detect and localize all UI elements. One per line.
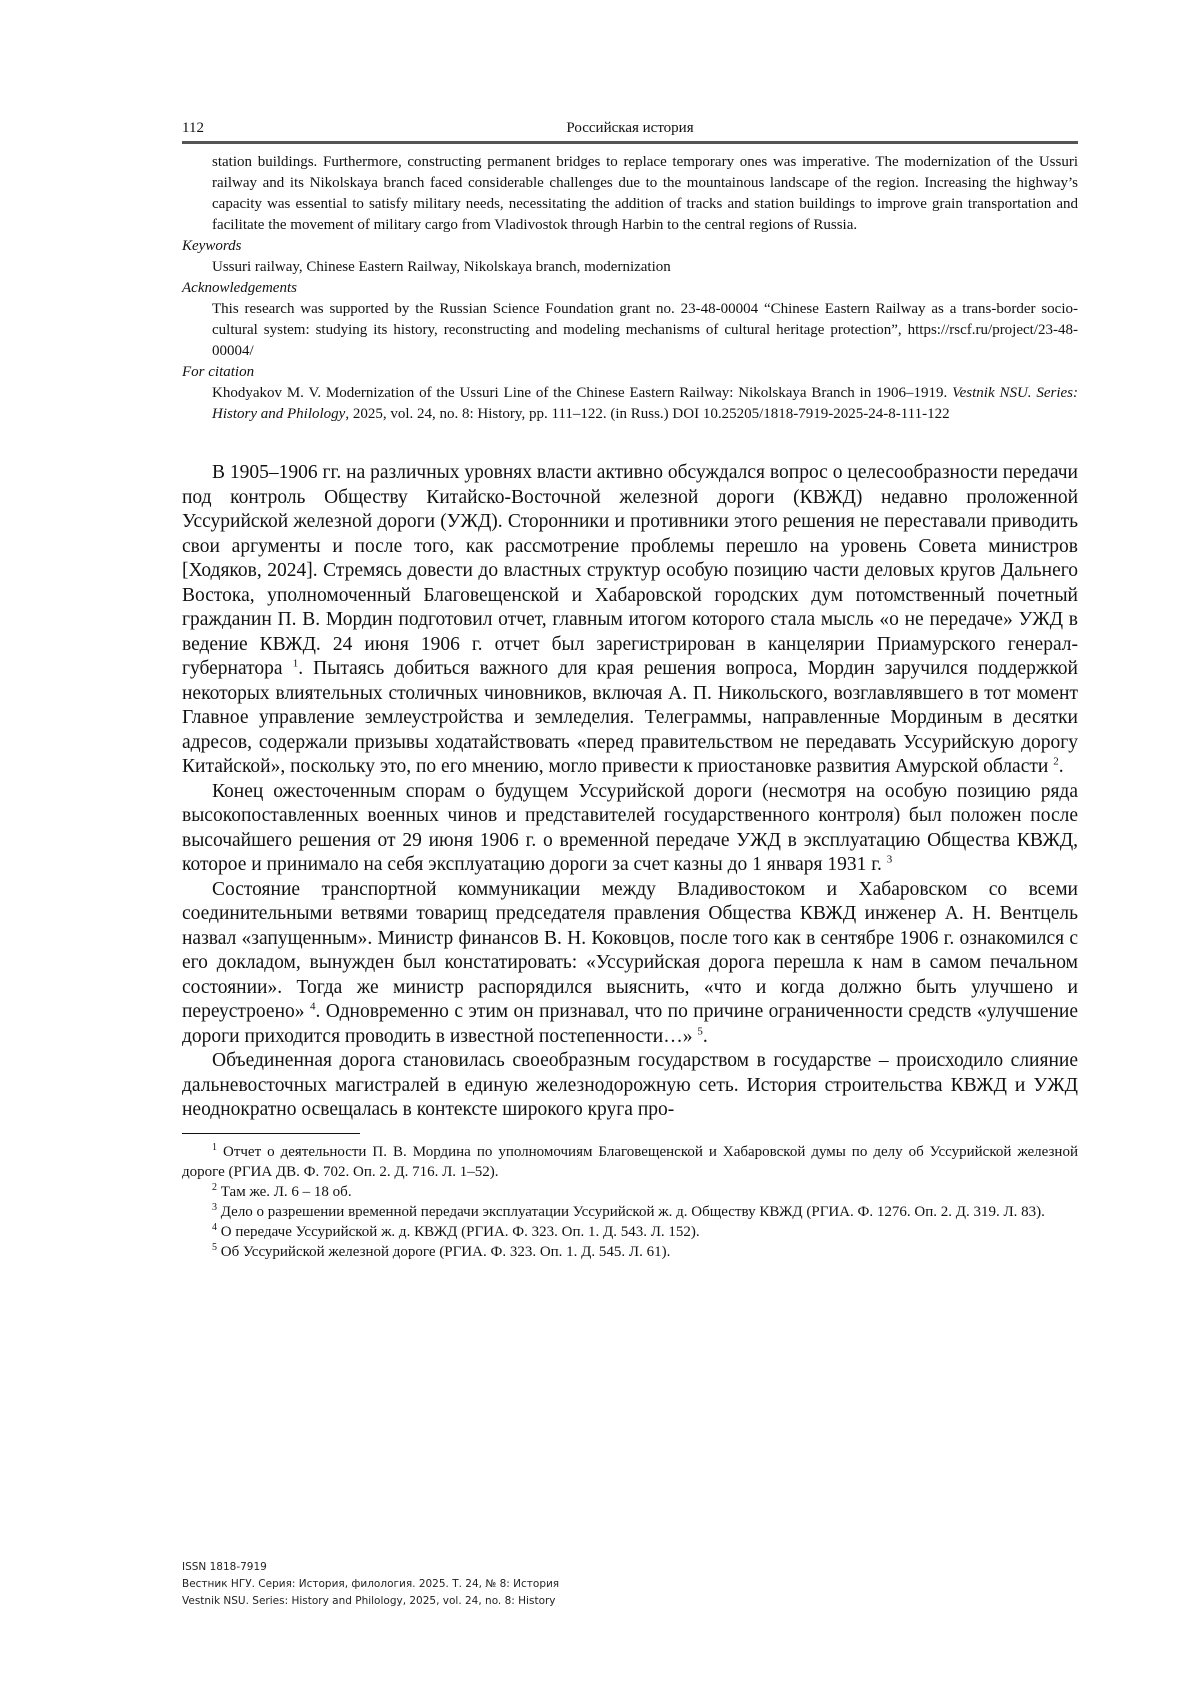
footnote-number: 1 — [212, 1142, 217, 1153]
footnote — [182, 1202, 1078, 1222]
footnote-ref-1: 1 — [293, 658, 299, 670]
footnote — [182, 1142, 1078, 1182]
article-body — [182, 461, 1078, 1123]
footnote-number: 3 — [212, 1202, 217, 1213]
citation-journal: Vestnik NSU. Series: History and Philology — [212, 385, 1078, 422]
footnote-text: Там же. Л. 6 – 18 об. — [221, 1184, 352, 1200]
journal-name-ru: Вестник НГУ. Серия: История, филология. 2025. Т. 24, № 8: История — [182, 1576, 559, 1593]
footnote — [182, 1222, 1078, 1242]
footnote-ref-4: 4 — [310, 1001, 316, 1013]
footnote-ref-3: 3 — [887, 854, 893, 866]
footnote-text: Дело о разрешении временной передачи эксплуатации Уссурийской ж. д. Обществу КВЖД (РГИА. Ф. 1276. Оп. 2. Д. 319. Л. 83). — [221, 1204, 1045, 1220]
journal-name-en: Vestnik NSU. Series: History and Philology, 2025, vol. 24, no. 8: History — [182, 1593, 559, 1610]
footnote-text: Об Уссурийской железной дороге (РГИА. Ф. 323. Оп. 1. Д. 545. Л. 61). — [221, 1244, 671, 1260]
issn: ISSN 1818-7919 — [182, 1559, 559, 1576]
footnote-ref-2: 2 — [1053, 756, 1059, 768]
paragraph-text: В 1905–1906 гг. на различных уровнях власти активно обсуждался вопрос о целесообразности передачи под контроль Обществу Китайско-Восточной железной дороги (КВЖД) недавно проложенной Уссурийской железной дороги (УЖД). Сторонники и противники этого решения не переставали приводить свои аргументы и после того, как рассмотрение проблемы перешло на уровень Совета министров [Ходяков, 2024]. Стремясь довести до властных структур особую позицию части деловых кругов Дальнего Востока, уполномоченный Благовещенской и Хабаровской городских дум потомственный почетный гражданин П. В. Мордин подготовил отчет, главным итогом которого стала мысль «о не передаче» УЖД в ведение КВЖД. 24 июня 1906 г. отчет был зарегистрирован в канцелярии Приамурского генерал-губернатора — [182, 462, 1078, 679]
running-title: Российская история — [566, 120, 693, 137]
footnotes — [182, 1142, 1078, 1262]
journal-colophon — [182, 1559, 559, 1610]
page-number: 112 — [182, 120, 204, 137]
citation-details: , 2025, vol. 24, no. 8: History, pp. 111–122. (in Russ.) — [345, 406, 668, 422]
footnote-separator — [182, 1133, 360, 1134]
body-paragraph-2 — [182, 780, 1078, 878]
page — [182, 120, 1078, 1262]
body-paragraph-4: Объединенная дорога становилась своеобразным государством в государстве – происходило слияние дальневосточных магистралей в единую железнодорожную сеть. История строительства КВЖД и УЖД неоднократно освещалась в контексте широкого круга про- — [182, 1049, 1078, 1123]
keywords-text: Ussuri railway, Chinese Eastern Railway, Nikolskaya branch, modernization — [182, 257, 1078, 278]
body-paragraph-3 — [182, 878, 1078, 1050]
acknowledgements-text: This research was supported by the Russian Science Foundation grant no. 23-48-00004 “Chinese Eastern Railway as a trans-border socio-cultural system: studying its history, reconstructing and modeling mechanisms of cultural heritage protection”, https://rscf.ru/project/23-48-00004/ — [182, 299, 1078, 362]
footnote — [182, 1182, 1078, 1202]
paragraph-text: Конец ожесточенным спорам о будущем Уссурийской дороги (несмотря на особую позицию ряда высокопоставленных военных чинов и представителей государственного контроля) был положен после высочайшего решения от 29 июня 1906 г. о временной передаче УЖД в эксплуатацию Общества КВЖД, которое и принимало на себя эксплуатацию дороги за счет казны до 1 января 1931 г. — [182, 781, 1078, 876]
page-header — [182, 120, 1078, 144]
citation-text — [182, 383, 1078, 425]
paragraph-text: Состояние транспортной коммуникации между Владивостоком и Хабаровском со всеми соединительными ветвями товарищ председателя правления Общества КВЖД инженер А. Н. Вентцель назвал «запущенным». Министр финансов В. Н. Коковцов, после того как в сентябре 1906 г. ознакомился с его докладом, вынужден был констатировать: «Уссурийская дорога перешла к нам в самом печальном состоянии». Тогда же министр распорядился выяснить, «что и когда должно быть улучшено и переустроено» — [182, 879, 1078, 1023]
keywords-label: Keywords — [182, 236, 1078, 257]
footnote-number: 5 — [212, 1242, 217, 1253]
body-paragraph-1 — [182, 461, 1078, 780]
acknowledgements-label: Acknowledgements — [182, 278, 1078, 299]
footnote — [182, 1242, 1078, 1262]
paragraph-text: . — [1059, 756, 1064, 777]
citation-doi: DOI 10.25205/1818-7919-2025-24-8-111-122 — [672, 406, 949, 422]
paragraph-text: . — [703, 1026, 708, 1047]
citation-label: For citation — [182, 362, 1078, 383]
english-abstract — [182, 152, 1078, 425]
abstract-text: station buildings. Furthermore, constructing permanent bridges to replace temporary ones was imperative. The modernization of the Ussuri railway and its Nikolskaya branch faced considerable challenges due to the mountainous landscape of the region. Increasing the highway’s capacity was essential to satisfy military needs, necessitating the addition of tracks and station buildings to improve grain transportation and facilitate the movement of military cargo from Vladivostok through Harbin to the central regions of Russia. — [182, 152, 1078, 236]
footnote-ref-5: 5 — [697, 1025, 703, 1037]
footnote-number: 2 — [212, 1182, 217, 1193]
footnote-text: О передаче Уссурийской ж. д. КВЖД (РГИА. Ф. 323. Оп. 1. Д. 543. Л. 152). — [221, 1224, 700, 1240]
paragraph-text: . Пытаясь добиться важного для края решения вопроса, Мордин заручился поддержкой некоторых влиятельных столичных чиновников, включая А. П. Никольского, возглавлявшего в тот момент Главное управление землеустройства и земледелия. Телеграммы, направленные Мординым в десятки адресов, содержали призывы ходатайствовать «перед правительством не передавать Уссурийскую дорогу Китайской», поскольку это, по его мнению, могло привести к приостановке развития Амурской области — [182, 658, 1078, 777]
citation-authors-title: Khodyakov M. V. Modernization of the Ussuri Line of the Chinese Eastern Railway: Nikolskaya Branch in 1906–1919. — [212, 385, 947, 401]
footnote-number: 4 — [212, 1222, 217, 1233]
footnote-text: Отчет о деятельности П. В. Мордина по уполномочиям Благовещенской и Хабаровской думы по делу об Уссурийской железной дороге (РГИА ДВ. Ф. 702. Оп. 2. Д. 716. Л. 1–52). — [182, 1144, 1078, 1180]
paragraph-text: . Одновременно с этим он признавал, что по причине ограниченности средств «улучшение дороги приходится проводить в известной постепенности…» — [182, 1001, 1078, 1047]
